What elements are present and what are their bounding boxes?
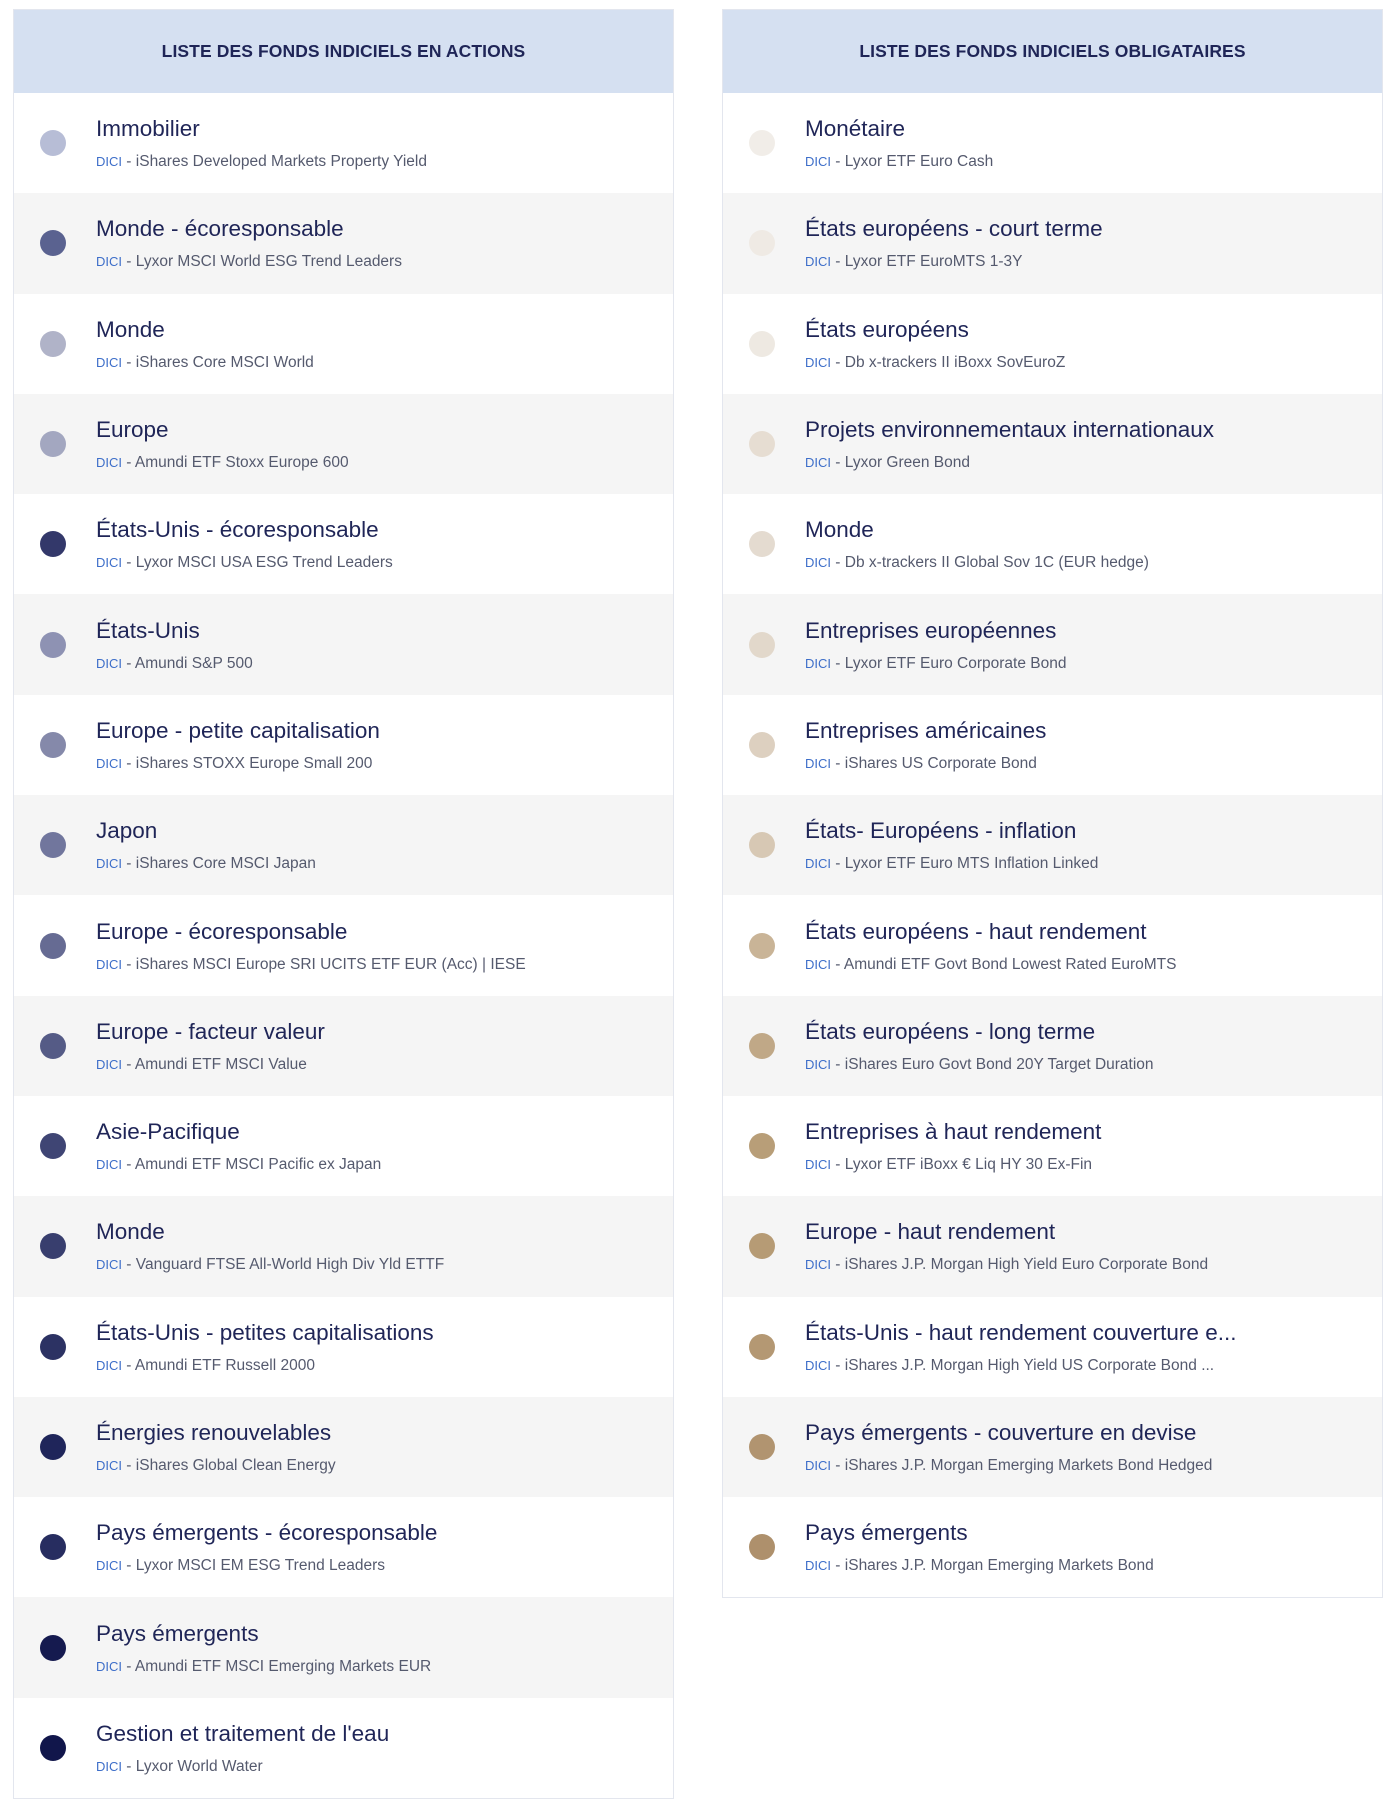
- separator: -: [831, 1256, 845, 1274]
- fund-text: [96, 1419, 656, 1475]
- fund-row[interactable]: [723, 1196, 1382, 1296]
- fund-color-dot: [749, 632, 775, 658]
- dici-link[interactable]: DICI: [96, 1458, 122, 1473]
- dici-link[interactable]: DICI: [805, 856, 831, 872]
- equity-panel-title: LISTE DES FONDS INDICIELS EN ACTIONS: [161, 41, 526, 61]
- fund-color-dot: [40, 1033, 66, 1059]
- fund-name: Pays émergents - couverture en devise: [805, 1420, 1197, 1445]
- fund-product-name: iShares J.P. Morgan Emerging Markets Bond Hedged: [844, 1457, 1213, 1474]
- bond-fund-list: [723, 93, 1382, 1597]
- fund-product-name: Amundi S&P 500: [134, 654, 253, 672]
- fund-row[interactable]: [723, 594, 1382, 694]
- fund-name: Europe: [96, 417, 169, 443]
- fund-name: États-Unis: [96, 617, 200, 643]
- dici-link[interactable]: DICI: [96, 1257, 122, 1273]
- fund-name: États européens - long terme: [805, 1018, 1096, 1044]
- fund-row[interactable]: [14, 1397, 673, 1497]
- fund-name: Europe - facteur valeur: [96, 1018, 325, 1044]
- fund-subtitle: [805, 955, 1365, 974]
- dici-link[interactable]: DICI: [805, 354, 831, 370]
- fund-row[interactable]: [14, 193, 673, 293]
- fund-color-dot: [749, 130, 775, 156]
- fund-product-name: Db x-trackers II Global Sov 1C (EUR hedge): [844, 554, 1149, 572]
- fund-product-name: Amundi ETF Russell 2000: [134, 1356, 315, 1374]
- dici-link[interactable]: DICI: [96, 555, 122, 571]
- separator: -: [122, 353, 136, 371]
- fund-name: Pays émergents: [96, 1620, 259, 1646]
- dici-link[interactable]: DICI: [805, 1558, 831, 1574]
- fund-subtitle: [805, 353, 1365, 372]
- separator: -: [122, 153, 136, 171]
- fund-subtitle: [96, 1255, 656, 1274]
- fund-subtitle: [96, 1456, 656, 1475]
- fund-subtitle: [96, 1757, 656, 1776]
- fund-subtitle: [96, 1657, 656, 1676]
- fund-product-name: iShares Core MSCI World: [135, 353, 314, 371]
- dici-link[interactable]: DICI: [805, 1157, 831, 1173]
- fund-product-name: Lyxor MSCI USA ESG Trend Leaders: [135, 554, 393, 572]
- fund-name: États européens - haut rendement: [805, 918, 1147, 944]
- separator: -: [831, 855, 845, 873]
- fund-name: Entreprises à haut rendement: [805, 1119, 1102, 1145]
- fund-product-name: Amundi ETF Govt Bond Lowest Rated EuroMTS: [843, 955, 1177, 973]
- fund-text: [805, 1319, 1365, 1375]
- fund-subtitle: [96, 553, 656, 572]
- dici-link[interactable]: DICI: [96, 1357, 122, 1373]
- fund-row[interactable]: [14, 1497, 673, 1597]
- fund-name: États-Unis - haut rendement couverture e...: [805, 1319, 1237, 1345]
- fund-text: [805, 617, 1365, 673]
- fund-subtitle: [805, 1055, 1365, 1074]
- fund-subtitle: [805, 453, 1365, 472]
- fund-subtitle: [96, 252, 656, 271]
- fund-row[interactable]: [14, 695, 673, 795]
- bond-panel-header: [723, 10, 1382, 93]
- fund-subtitle: [96, 1356, 656, 1375]
- separator: -: [122, 1757, 136, 1775]
- fund-product-name: Lyxor ETF iBoxx € Liq HY 30 Ex-Fin: [844, 1156, 1093, 1174]
- fund-subtitle: [805, 1456, 1365, 1475]
- fund-text: [805, 1519, 1365, 1575]
- fund-text: [96, 1218, 656, 1274]
- fund-text: [805, 1118, 1365, 1174]
- separator: -: [122, 1256, 136, 1274]
- fund-name: Entreprises américaines: [805, 717, 1047, 743]
- fund-product-name: iShares STOXX Europe Small 200: [135, 754, 373, 772]
- separator: -: [122, 1156, 135, 1174]
- fund-text: [96, 717, 656, 773]
- fund-name: Europe - haut rendement: [805, 1219, 1056, 1245]
- dici-link[interactable]: DICI: [805, 1257, 831, 1273]
- fund-name: Pays émergents: [805, 1520, 968, 1546]
- separator: -: [122, 554, 136, 572]
- dici-link[interactable]: DICI: [805, 1357, 831, 1373]
- fund-text: [805, 1419, 1365, 1475]
- fund-text: [96, 1519, 656, 1575]
- fund-text: [96, 918, 656, 974]
- separator: -: [122, 1557, 136, 1575]
- fund-row[interactable]: [14, 93, 673, 193]
- fund-row[interactable]: [14, 294, 673, 394]
- fund-subtitle: [805, 754, 1365, 773]
- fund-row[interactable]: [14, 394, 673, 494]
- fund-product-name: Amundi ETF MSCI Emerging Markets EUR: [134, 1657, 432, 1675]
- separator: -: [122, 1457, 136, 1474]
- fund-subtitle: [96, 1055, 656, 1074]
- fund-color-dot: [749, 531, 775, 557]
- fund-product-name: iShares Global Clean Energy: [135, 1457, 336, 1474]
- fund-text: [805, 516, 1365, 572]
- fund-subtitle: [805, 1556, 1365, 1575]
- fund-name: États- Européens - inflation: [805, 818, 1077, 844]
- dici-link[interactable]: DICI: [805, 1458, 831, 1473]
- fund-text: [96, 516, 656, 572]
- fund-text: [96, 1018, 656, 1074]
- dici-link[interactable]: DICI: [96, 956, 122, 972]
- fund-color-dot: [749, 832, 775, 858]
- fund-subtitle: [96, 955, 656, 974]
- fund-color-dot: [40, 431, 66, 457]
- separator: -: [831, 754, 845, 772]
- fund-name: Monde - écoresponsable: [96, 216, 344, 242]
- fund-text: [96, 1720, 656, 1776]
- dici-link[interactable]: DICI: [805, 755, 831, 771]
- equity-funds-panel: [13, 9, 674, 1799]
- fund-color-dot: [749, 1334, 775, 1360]
- fund-name: États européens: [805, 316, 969, 342]
- separator: -: [122, 1356, 135, 1374]
- separator: -: [122, 1657, 135, 1675]
- fund-product-name: Amundi ETF Stoxx Europe 600: [134, 454, 349, 472]
- fund-subtitle: [805, 1356, 1365, 1375]
- fund-subtitle: [805, 1255, 1365, 1274]
- fund-color-dot: [749, 331, 775, 357]
- fund-color-dot: [40, 531, 66, 557]
- fund-name: Monde: [805, 517, 874, 543]
- fund-row[interactable]: [723, 93, 1382, 193]
- fund-product-name: Lyxor ETF Euro Cash: [844, 153, 994, 171]
- fund-name: États européens - court terme: [805, 216, 1103, 242]
- dici-link[interactable]: DICI: [805, 254, 831, 270]
- dici-link[interactable]: DICI: [96, 1758, 122, 1774]
- fund-product-name: Lyxor MSCI World ESG Trend Leaders: [135, 253, 402, 271]
- fund-color-dot: [40, 230, 66, 256]
- fund-name: Europe - petite capitalisation: [96, 717, 380, 743]
- separator: -: [122, 754, 136, 772]
- fund-row[interactable]: [14, 795, 673, 895]
- fund-subtitle: [805, 252, 1365, 271]
- fund-text: [805, 115, 1365, 171]
- fund-row[interactable]: [723, 394, 1382, 494]
- separator: -: [122, 855, 136, 873]
- fund-product-name: Lyxor ETF Euro Corporate Bond: [844, 654, 1067, 672]
- fund-color-dot: [749, 1233, 775, 1259]
- fund-product-name: Db x-trackers II iBoxx SovEuroZ: [844, 353, 1066, 371]
- dici-link[interactable]: DICI: [805, 956, 831, 972]
- fund-subtitle: [805, 1155, 1365, 1174]
- fund-row[interactable]: [723, 996, 1382, 1096]
- equity-fund-list: [14, 93, 673, 1798]
- fund-subtitle: [96, 654, 656, 673]
- equity-panel-header: [14, 10, 673, 93]
- fund-row[interactable]: [723, 1397, 1382, 1497]
- fund-text: [805, 817, 1365, 873]
- fund-subtitle: [805, 854, 1365, 873]
- fund-product-name: iShares J.P. Morgan High Yield Euro Corporate Bond: [844, 1256, 1209, 1274]
- fund-row[interactable]: [723, 895, 1382, 995]
- fund-name: Asie-Pacifique: [96, 1119, 240, 1145]
- fund-text: [96, 316, 656, 372]
- fund-name: Entreprises européennes: [805, 617, 1057, 643]
- dici-link[interactable]: DICI: [96, 154, 122, 170]
- fund-row[interactable]: [14, 594, 673, 694]
- fund-name: Monétaire: [805, 116, 906, 142]
- fund-subtitle: [96, 353, 656, 372]
- fund-product-name: Lyxor Green Bond: [844, 454, 970, 472]
- fund-color-dot: [40, 1534, 66, 1560]
- dici-link[interactable]: DICI: [96, 655, 122, 671]
- fund-row[interactable]: [14, 1196, 673, 1296]
- fund-text: [96, 817, 656, 873]
- fund-product-name: iShares J.P. Morgan High Yield US Corporate Bond ...: [844, 1356, 1215, 1374]
- fund-subtitle: [805, 553, 1365, 572]
- separator: -: [831, 1356, 845, 1374]
- dici-link[interactable]: DICI: [96, 354, 122, 370]
- fund-text: [96, 1118, 656, 1174]
- fund-color-dot: [40, 933, 66, 959]
- dici-link[interactable]: DICI: [805, 154, 831, 170]
- fund-name: États-Unis - petites capitalisations: [96, 1319, 434, 1345]
- fund-color-dot: [749, 933, 775, 959]
- separator: -: [831, 454, 845, 472]
- fund-name: Énergies renouvelables: [96, 1420, 332, 1445]
- fund-product-name: Lyxor MSCI EM ESG Trend Leaders: [135, 1557, 386, 1575]
- dici-link[interactable]: DICI: [96, 1658, 122, 1674]
- dici-link[interactable]: DICI: [96, 856, 122, 872]
- fund-color-dot: [40, 1635, 66, 1661]
- fund-name: Europe - écoresponsable: [96, 918, 348, 944]
- fund-row[interactable]: [14, 996, 673, 1096]
- fund-text: [805, 416, 1365, 472]
- fund-text: [96, 215, 656, 271]
- fund-color-dot: [749, 1033, 775, 1059]
- fund-row[interactable]: [14, 494, 673, 594]
- fund-subtitle: [96, 1556, 656, 1575]
- separator: -: [831, 153, 845, 171]
- fund-product-name: iShares MSCI Europe SRI UCITS ETF EUR (Acc) | IESE: [135, 955, 526, 973]
- fund-row[interactable]: [723, 1297, 1382, 1397]
- fund-row[interactable]: [723, 1096, 1382, 1196]
- fund-color-dot: [40, 1434, 66, 1460]
- fund-color-dot: [40, 130, 66, 156]
- dici-link[interactable]: DICI: [96, 1558, 122, 1574]
- fund-color-dot: [749, 1534, 775, 1560]
- fund-row[interactable]: [14, 895, 673, 995]
- fund-text: [805, 215, 1365, 271]
- fund-subtitle: [96, 453, 656, 472]
- fund-row[interactable]: [723, 1497, 1382, 1597]
- dici-link[interactable]: DICI: [96, 455, 122, 471]
- fund-text: [805, 316, 1365, 372]
- separator: -: [122, 454, 135, 472]
- separator: -: [831, 1557, 845, 1575]
- fund-row[interactable]: [723, 494, 1382, 594]
- fund-name: Japon: [96, 818, 158, 844]
- fund-row[interactable]: [723, 193, 1382, 293]
- fund-text: [96, 1319, 656, 1375]
- dici-link[interactable]: DICI: [96, 1157, 122, 1173]
- fund-product-name: Amundi ETF MSCI Pacific ex Japan: [134, 1156, 382, 1174]
- fund-color-dot: [40, 1735, 66, 1761]
- fund-subtitle: [96, 152, 656, 171]
- separator: -: [831, 554, 845, 572]
- separator: -: [831, 1156, 845, 1174]
- separator: -: [831, 1055, 845, 1073]
- fund-color-dot: [40, 632, 66, 658]
- fund-product-name: iShares US Corporate Bond: [844, 754, 1037, 772]
- fund-product-name: Lyxor World Water: [135, 1757, 263, 1775]
- bond-panel-title: LISTE DES FONDS INDICIELS OBLIGATAIRES: [859, 41, 1246, 61]
- fund-product-name: iShares Euro Govt Bond 20Y Target Duration: [844, 1055, 1154, 1073]
- fund-row[interactable]: [14, 1698, 673, 1798]
- fund-color-dot: [749, 431, 775, 457]
- fund-row[interactable]: [723, 294, 1382, 394]
- separator: -: [122, 654, 135, 672]
- dici-link[interactable]: DICI: [805, 655, 831, 671]
- fund-color-dot: [40, 1133, 66, 1159]
- fund-color-dot: [749, 230, 775, 256]
- fund-subtitle: [96, 854, 656, 873]
- fund-product-name: iShares Core MSCI Japan: [135, 855, 316, 873]
- fund-row[interactable]: [14, 1297, 673, 1397]
- fund-color-dot: [40, 1233, 66, 1259]
- fund-product-name: Lyxor ETF Euro MTS Inflation Linked: [844, 855, 1099, 873]
- fund-color-dot: [40, 832, 66, 858]
- separator: -: [831, 353, 845, 371]
- fund-color-dot: [749, 1133, 775, 1159]
- fund-product-name: Vanguard FTSE All-World High Div Yld ETTF: [135, 1256, 445, 1274]
- separator: -: [122, 955, 136, 973]
- fund-product-name: iShares Developed Markets Property Yield: [135, 153, 427, 171]
- fund-row[interactable]: [723, 695, 1382, 795]
- separator: -: [831, 1457, 845, 1474]
- fund-color-dot: [40, 732, 66, 758]
- separator: -: [122, 253, 136, 271]
- fund-text: [96, 617, 656, 673]
- fund-subtitle: [805, 152, 1365, 171]
- bond-funds-panel: [722, 9, 1383, 1598]
- dici-link[interactable]: DICI: [96, 755, 122, 771]
- separator: -: [831, 253, 845, 271]
- fund-row[interactable]: [723, 795, 1382, 895]
- fund-text: [805, 1218, 1365, 1274]
- fund-name: Immobilier: [96, 116, 200, 142]
- fund-name: Gestion et traitement de l'eau: [96, 1720, 390, 1746]
- fund-subtitle: [96, 754, 656, 773]
- separator: -: [831, 955, 844, 973]
- fund-subtitle: [805, 654, 1365, 673]
- separator: -: [122, 1055, 135, 1073]
- fund-text: [96, 416, 656, 472]
- dici-link[interactable]: DICI: [805, 555, 831, 571]
- dici-link[interactable]: DICI: [96, 254, 122, 270]
- fund-name: Projets environnementaux internationaux: [805, 417, 1214, 443]
- fund-name: Monde: [96, 316, 165, 342]
- fund-name: États-Unis - écoresponsable: [96, 517, 379, 543]
- fund-color-dot: [40, 331, 66, 357]
- dici-link[interactable]: DICI: [96, 1056, 122, 1072]
- fund-color-dot: [749, 1434, 775, 1460]
- fund-text: [805, 918, 1365, 974]
- dici-link[interactable]: DICI: [805, 1056, 831, 1072]
- fund-name: Pays émergents - écoresponsable: [96, 1520, 438, 1546]
- fund-text: [96, 1620, 656, 1676]
- fund-name: Monde: [96, 1219, 165, 1245]
- fund-product-name: Amundi ETF MSCI Value: [134, 1055, 307, 1073]
- fund-subtitle: [96, 1155, 656, 1174]
- fund-row[interactable]: [14, 1096, 673, 1196]
- dici-link[interactable]: DICI: [805, 455, 831, 471]
- fund-text: [805, 1018, 1365, 1074]
- separator: -: [831, 654, 845, 672]
- fund-text: [96, 115, 656, 171]
- fund-color-dot: [749, 732, 775, 758]
- fund-color-dot: [40, 1334, 66, 1360]
- fund-product-name: iShares J.P. Morgan Emerging Markets Bond: [844, 1557, 1154, 1575]
- fund-product-name: Lyxor ETF EuroMTS 1-3Y: [844, 253, 1023, 271]
- fund-row[interactable]: [14, 1597, 673, 1697]
- fund-text: [805, 717, 1365, 773]
